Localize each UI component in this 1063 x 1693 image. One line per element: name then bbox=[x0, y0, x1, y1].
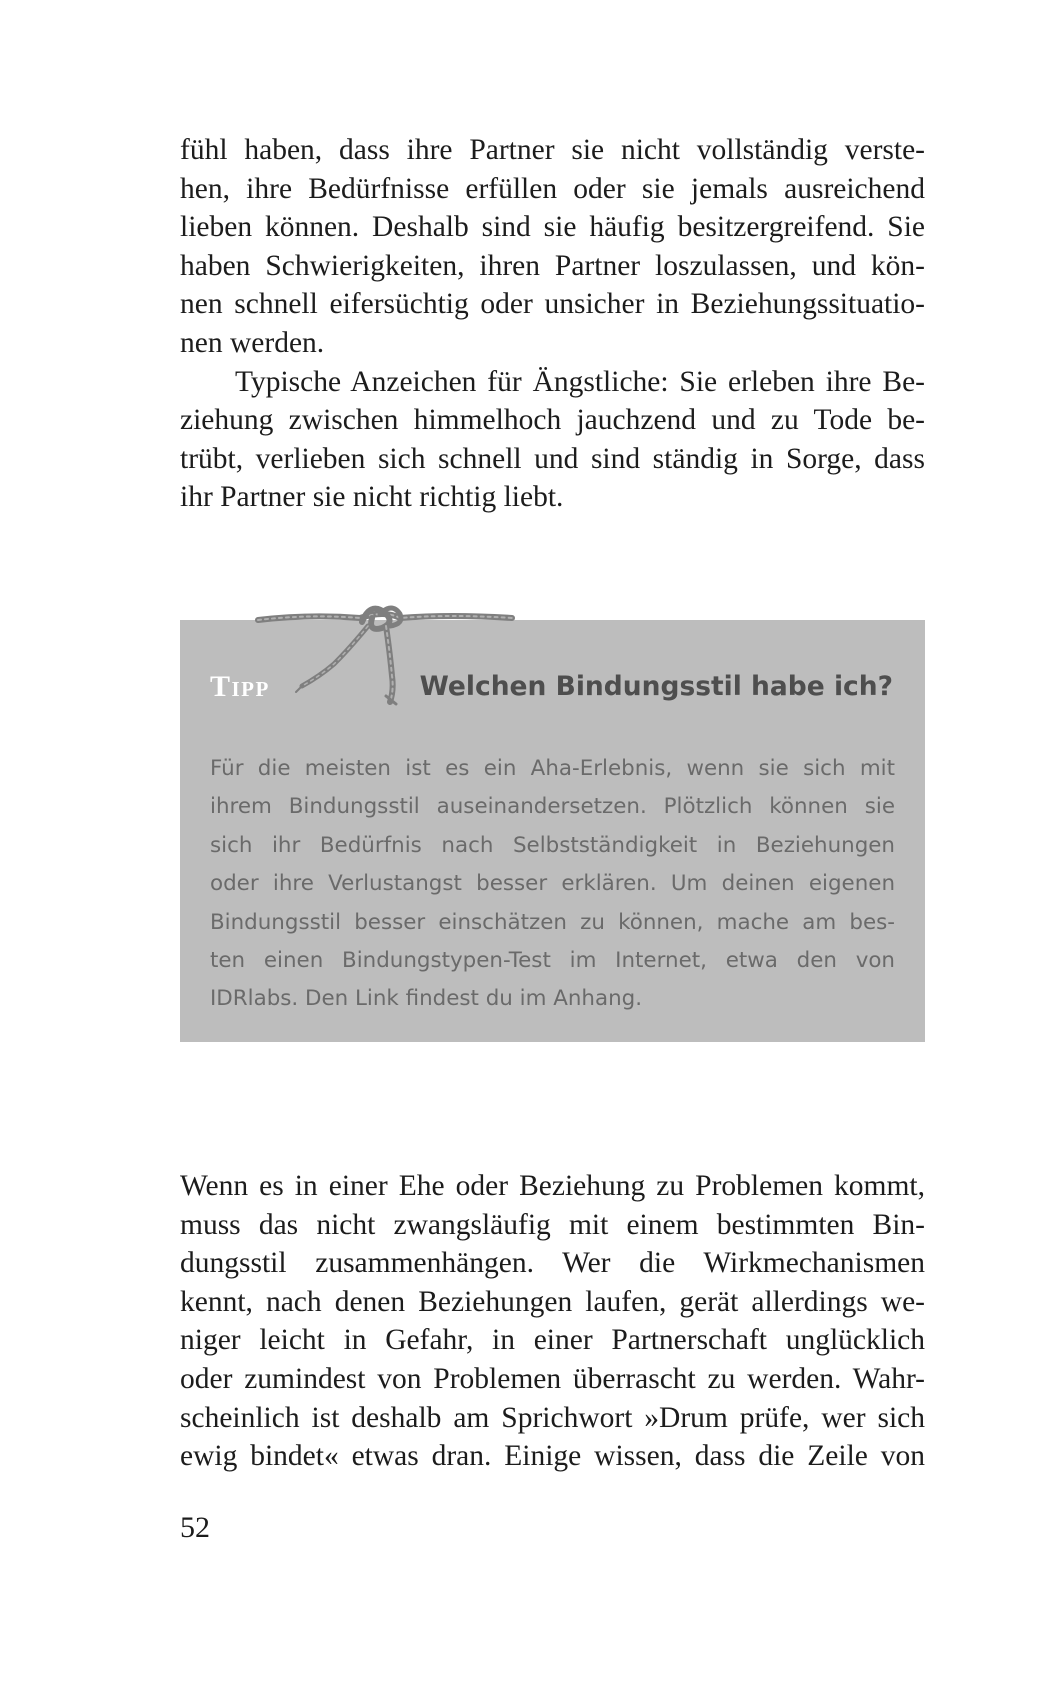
text-line: ihr Partner sie nicht richtig liebt. bbox=[180, 481, 564, 514]
tip-text-line: sich ihr Bedürfnis nach Selbstständigkeit in Beziehungen bbox=[210, 832, 895, 858]
tip-text-line: oder ihre Verlustangst besser erklären. Um deinen eigenen bbox=[210, 871, 895, 897]
text-line: niger leicht in Gefahr, in einer Partnerschaft unglücklich bbox=[180, 1324, 925, 1357]
tip-text-line: ten einen Bindungstypen-Test im Internet, etwa den von bbox=[210, 947, 895, 973]
rope-knot-icon bbox=[250, 604, 520, 708]
text-line: haben Schwierigkeiten, ihren Partner loszulassen, und kön- bbox=[180, 249, 925, 282]
text-line: trübt, verlieben sich schnell und sind ständig in Sorge, dass bbox=[180, 442, 925, 475]
paragraph-anxious-type bbox=[180, 131, 925, 517]
text-line: hen, ihre Bedürfnisse erfüllen oder sie jemals ausreichend bbox=[180, 172, 925, 205]
text-line: ziehung zwischen himmelhoch jauchzend und zu Tode be- bbox=[180, 404, 925, 437]
tip-text-line: ihrem Bindungsstil auseinandersetzen. Plötzlich können sie bbox=[210, 794, 895, 820]
text-line: muss das nicht zwangsläufig mit einem bestimmten Bin- bbox=[180, 1208, 925, 1241]
text-line: Typische Anzeichen für Ängstliche: Sie erleben ihre Be- bbox=[235, 365, 925, 398]
text-line: dungsstil zusammenhängen. Wer die Wirkmechanismen bbox=[180, 1247, 925, 1280]
tip-text-line: IDRlabs. Den Link findest du im Anhang. bbox=[210, 986, 643, 1012]
text-line: kennt, nach denen Beziehungen laufen, gerät allerdings we- bbox=[180, 1285, 925, 1318]
text-line: nen schnell eifersüchtig oder unsicher in Beziehungssituatio- bbox=[180, 288, 925, 321]
text-line: nen werden. bbox=[180, 326, 325, 359]
text-line: ewig bindet« etwas dran. Einige wissen, dass die Zeile von bbox=[180, 1440, 925, 1473]
text-line: Wenn es in einer Ehe oder Beziehung zu Problemen kommt, bbox=[180, 1170, 925, 1202]
tip-text-line: Für die meisten ist es ein Aha-Erlebnis, wenn sie sich mit bbox=[210, 756, 895, 781]
text-line: scheinlich ist deshalb am Sprichwort »Drum prüfe, wer sich bbox=[180, 1401, 925, 1434]
tip-label: Tipp bbox=[210, 670, 270, 703]
paragraph-relationship-problems bbox=[180, 1167, 925, 1476]
tip-text bbox=[210, 750, 895, 1019]
tip-heading: Welchen Bindungsstil habe ich? bbox=[419, 671, 893, 702]
text-line: fühl haben, dass ihre Partner sie nicht vollständig verste- bbox=[180, 134, 925, 166]
text-line: oder zumindest von Problemen überrascht zu werden. Wahr- bbox=[180, 1362, 925, 1395]
tip-text-line: Bindungsstil besser einschätzen zu können, mache am bes- bbox=[210, 909, 895, 935]
text-line: lieben können. Deshalb sind sie häufig besitzergreifend. Sie bbox=[180, 211, 925, 244]
page-number: 52 bbox=[180, 1511, 210, 1544]
